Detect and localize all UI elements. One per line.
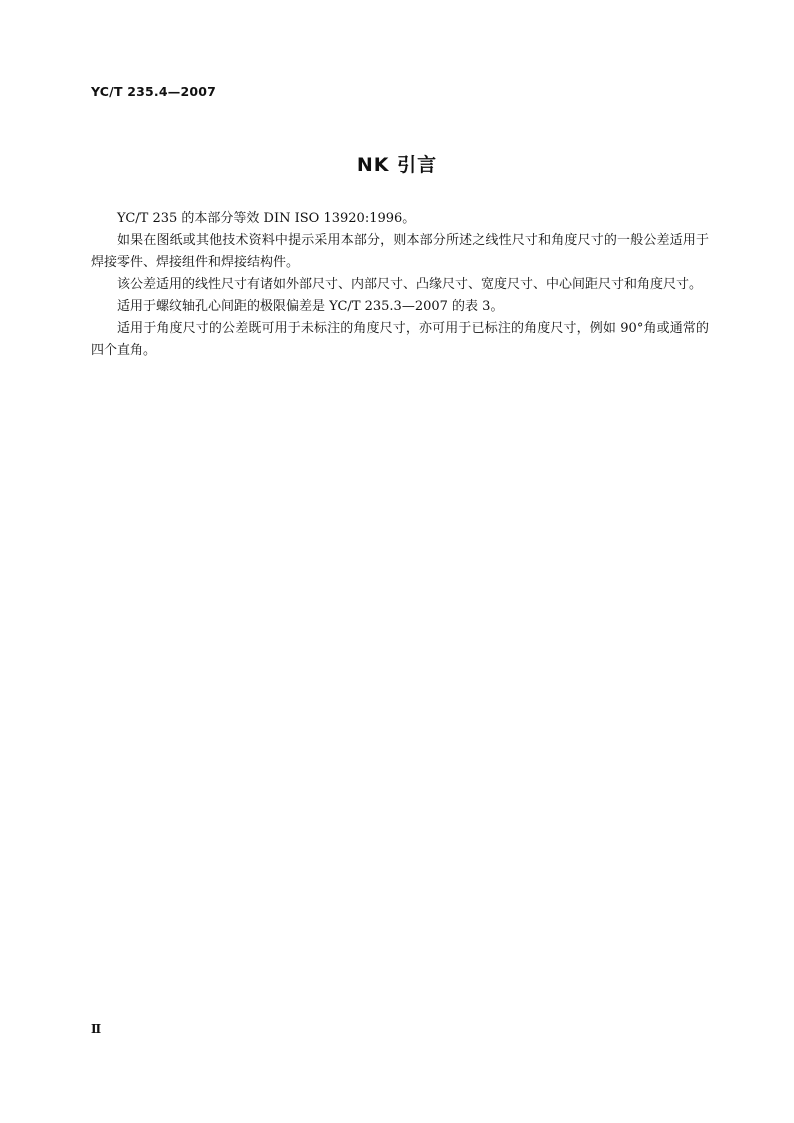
paragraph-equivalence: YC/T 235 的本部分等效 DIN ISO 13920:1996。 [117, 211, 416, 226]
page-number: Ⅱ [91, 1022, 102, 1036]
standard-code: YC/T 235.4—2007 [91, 84, 217, 99]
body-text [91, 208, 709, 362]
paragraph-thread-spacing: 适用于螺纹轴孔心间距的极限偏差是 YC/T 235.3—2007 的表 3。 [117, 299, 504, 314]
page-title: NK 引言 [356, 154, 438, 176]
paragraph-angle-tolerance: 适用于角度尺寸的公差既可用于未标注的角度尺寸，亦可用于已标注的角度尺寸，例如 90°角或通常的四个直角。 [91, 321, 709, 358]
paragraph-application: 如果在图纸或其他技术资料中提示采用本部分，则本部分所述之线性尺寸和角度尺寸的一般公差适用于焊接零件、焊接组件和焊接结构件。 [91, 233, 709, 270]
paragraph-linear-dimensions: 该公差适用的线性尺寸有诸如外部尺寸、内部尺寸、凸缘尺寸、宽度尺寸、中心间距尺寸和角度尺寸。 [117, 277, 703, 292]
